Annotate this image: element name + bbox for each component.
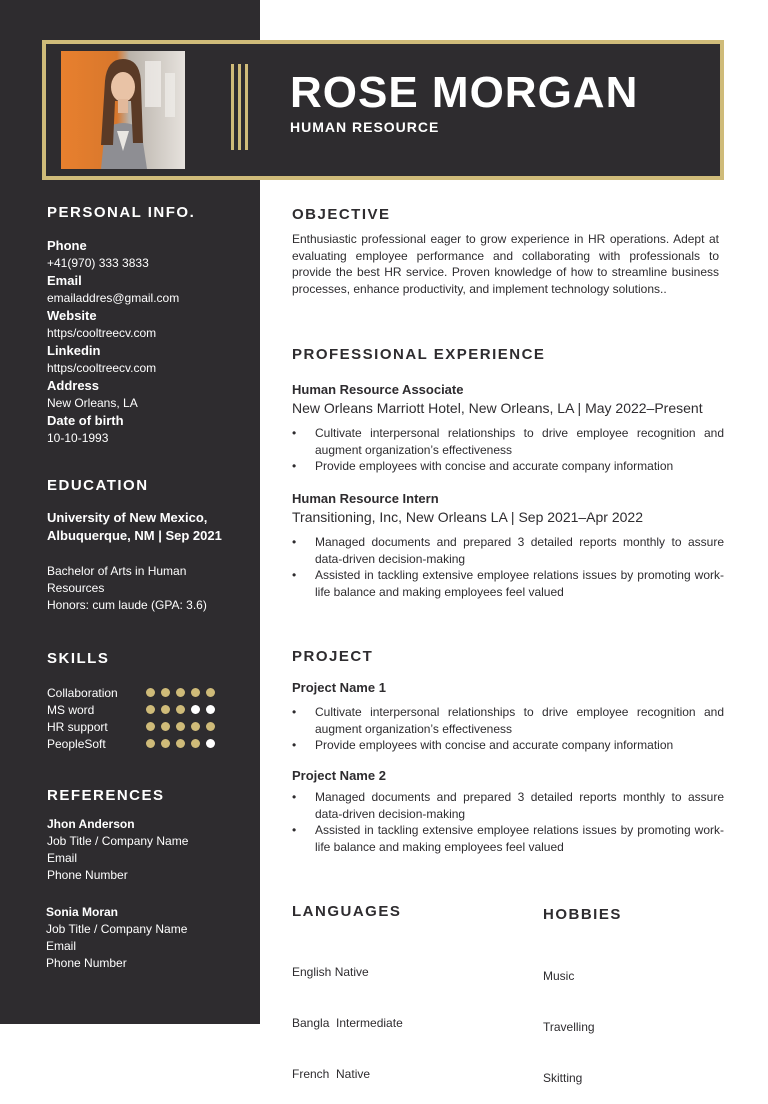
linkedin-value: https/cooltreecv.com — [47, 361, 157, 375]
reference-name: Sonia Moran — [46, 905, 119, 919]
rating-dot-empty — [206, 705, 215, 714]
bullet-item: • Provide employees with concise and accurate company information — [292, 458, 724, 475]
rating-dot-filled — [146, 705, 155, 714]
rating-dot-filled — [161, 739, 170, 748]
rating-dot-empty — [206, 739, 215, 748]
bullet-item: • Assisted in tackling extensive employee relations issues by promoting work-life balance and making employees feel valued — [292, 822, 724, 855]
job-title: Human Resource Intern — [292, 491, 439, 506]
project-heading: PROJECT — [292, 648, 374, 665]
skill-name: MS word — [47, 702, 95, 717]
skill-name: PeopleSoft — [47, 736, 106, 751]
candidate-role: HUMAN RESOURCE — [290, 119, 440, 135]
language-item: English Native — [292, 965, 369, 979]
personal-info-list — [47, 237, 252, 447]
portrait-image — [61, 51, 185, 169]
rating-dot-filled — [191, 722, 200, 731]
profile-photo — [61, 51, 185, 169]
job-bullets — [292, 534, 724, 601]
rating-dot-filled — [146, 739, 155, 748]
reference-name: Jhon Anderson — [47, 817, 135, 831]
project-bullets — [292, 704, 724, 754]
rating-dot-filled — [176, 705, 185, 714]
education-heading: EDUCATION — [47, 477, 149, 494]
education-school: University of New Mexico, Albuquerque, NM | Sep 2021 — [47, 510, 222, 543]
rating-dot-filled — [161, 722, 170, 731]
bullet-item: • Cultivate interpersonal relationships to drive employee recognition and augment organization’s effectiveness — [292, 704, 724, 737]
address-value: New Orleans, LA — [47, 396, 138, 410]
hobby-item: Travelling — [543, 1020, 595, 1034]
project-bullets — [292, 789, 724, 856]
rating-dot-filled — [161, 705, 170, 714]
rating-dot-filled — [146, 688, 155, 697]
rating-dot-filled — [191, 739, 200, 748]
candidate-name: ROSE MORGAN — [290, 68, 639, 117]
website-label: Website — [47, 308, 97, 323]
skill-rating — [146, 688, 215, 697]
education-honors: Honors: cum laude (GPA: 3.6) — [47, 598, 207, 612]
reference-job: Job Title / Company Name — [46, 922, 188, 936]
bullet-item: • Managed documents and prepared 3 detailed reports monthly to assure data-driven decision-making — [292, 789, 724, 822]
reference-item — [46, 904, 251, 972]
languages-list — [292, 930, 403, 1100]
reference-email: Email — [47, 851, 78, 865]
reference-phone: Phone Number — [46, 956, 127, 970]
languages-heading: LANGUAGES — [292, 903, 402, 920]
skill-rating — [146, 705, 215, 714]
skill-name: Collaboration — [47, 685, 118, 700]
language-item: Bangla Intermediate — [292, 1016, 403, 1030]
address-label: Address — [47, 378, 100, 393]
rating-dot-empty — [191, 705, 200, 714]
reference-item — [47, 816, 252, 884]
references-heading: REFERENCES — [47, 787, 165, 804]
hobby-item: Skitting — [543, 1071, 583, 1085]
phone-label: Phone — [47, 238, 87, 253]
bullet-item: • Assisted in tackling extensive employee relations issues by promoting work-life balance and making employees feel valued — [292, 567, 724, 600]
bullet-item: • Managed documents and prepared 3 detailed reports monthly to assure data-driven decision-making — [292, 534, 724, 567]
objective-heading: OBJECTIVE — [292, 206, 391, 223]
rating-dot-filled — [176, 722, 185, 731]
website-value: https/cooltreecv.com — [47, 326, 157, 340]
linkedin-label: Linkedin — [47, 343, 101, 358]
divider-line — [231, 64, 234, 150]
language-item: French Native — [292, 1067, 371, 1081]
project-name: Project Name 2 — [292, 768, 386, 783]
reference-job: Job Title / Company Name — [47, 834, 189, 848]
skill-name: HR support — [47, 719, 108, 734]
phone-value: +41(970) 333 3833 — [47, 256, 149, 270]
job-subtitle: New Orleans Marriott Hotel, New Orleans, LA | May 2022–Present — [292, 400, 703, 416]
job-bullets — [292, 425, 724, 475]
dob-label: Date of birth — [47, 413, 124, 428]
rating-dot-filled — [161, 688, 170, 697]
skill-row — [47, 735, 237, 752]
project-name: Project Name 1 — [292, 680, 386, 695]
reference-phone: Phone Number — [47, 868, 128, 882]
rating-dot-filled — [206, 722, 215, 731]
job-title: Human Resource Associate — [292, 382, 464, 397]
rating-dot-filled — [191, 688, 200, 697]
skill-rating — [146, 722, 215, 731]
rating-dot-filled — [176, 739, 185, 748]
objective-text: Enthusiastic professional eager to grow experience in HR operations. Adept at evaluating employee performance and collaborating with professionals to provide the best HR service. Proven knowledge of how to streamline business processes, enhance productivity, and implement technology solutions.. — [292, 232, 719, 297]
skills-list — [47, 684, 237, 752]
hobbies-heading: HOBBIES — [543, 906, 622, 923]
bullet-item: • Cultivate interpersonal relationships to drive employee recognition and augment organization’s effectiveness — [292, 425, 724, 458]
email-label: Email — [47, 273, 82, 288]
reference-email: Email — [46, 939, 77, 953]
skill-row — [47, 701, 237, 718]
education-degree: Bachelor of Arts in Human Resources — [47, 564, 187, 595]
dob-value: 10-10-1993 — [47, 431, 109, 445]
personal-info-heading: PERSONAL INFO. — [47, 204, 196, 221]
skills-heading: SKILLS — [47, 650, 110, 667]
rating-dot-filled — [176, 688, 185, 697]
job-subtitle: Transitioning, Inc, New Orleans LA | Sep 2021–Apr 2022 — [292, 509, 643, 525]
rating-dot-filled — [206, 688, 215, 697]
skill-row — [47, 684, 237, 701]
hobby-item: Music — [543, 969, 575, 983]
rating-dot-filled — [146, 722, 155, 731]
hobbies-list — [543, 934, 595, 1104]
skill-rating — [146, 739, 215, 748]
divider-line — [238, 64, 241, 150]
email-value: emailaddres@gmail.com — [47, 291, 180, 305]
experience-heading: PROFESSIONAL EXPERIENCE — [292, 346, 546, 363]
skill-row — [47, 718, 237, 735]
divider-line — [245, 64, 248, 150]
bullet-item: • Provide employees with concise and accurate company information — [292, 737, 724, 754]
